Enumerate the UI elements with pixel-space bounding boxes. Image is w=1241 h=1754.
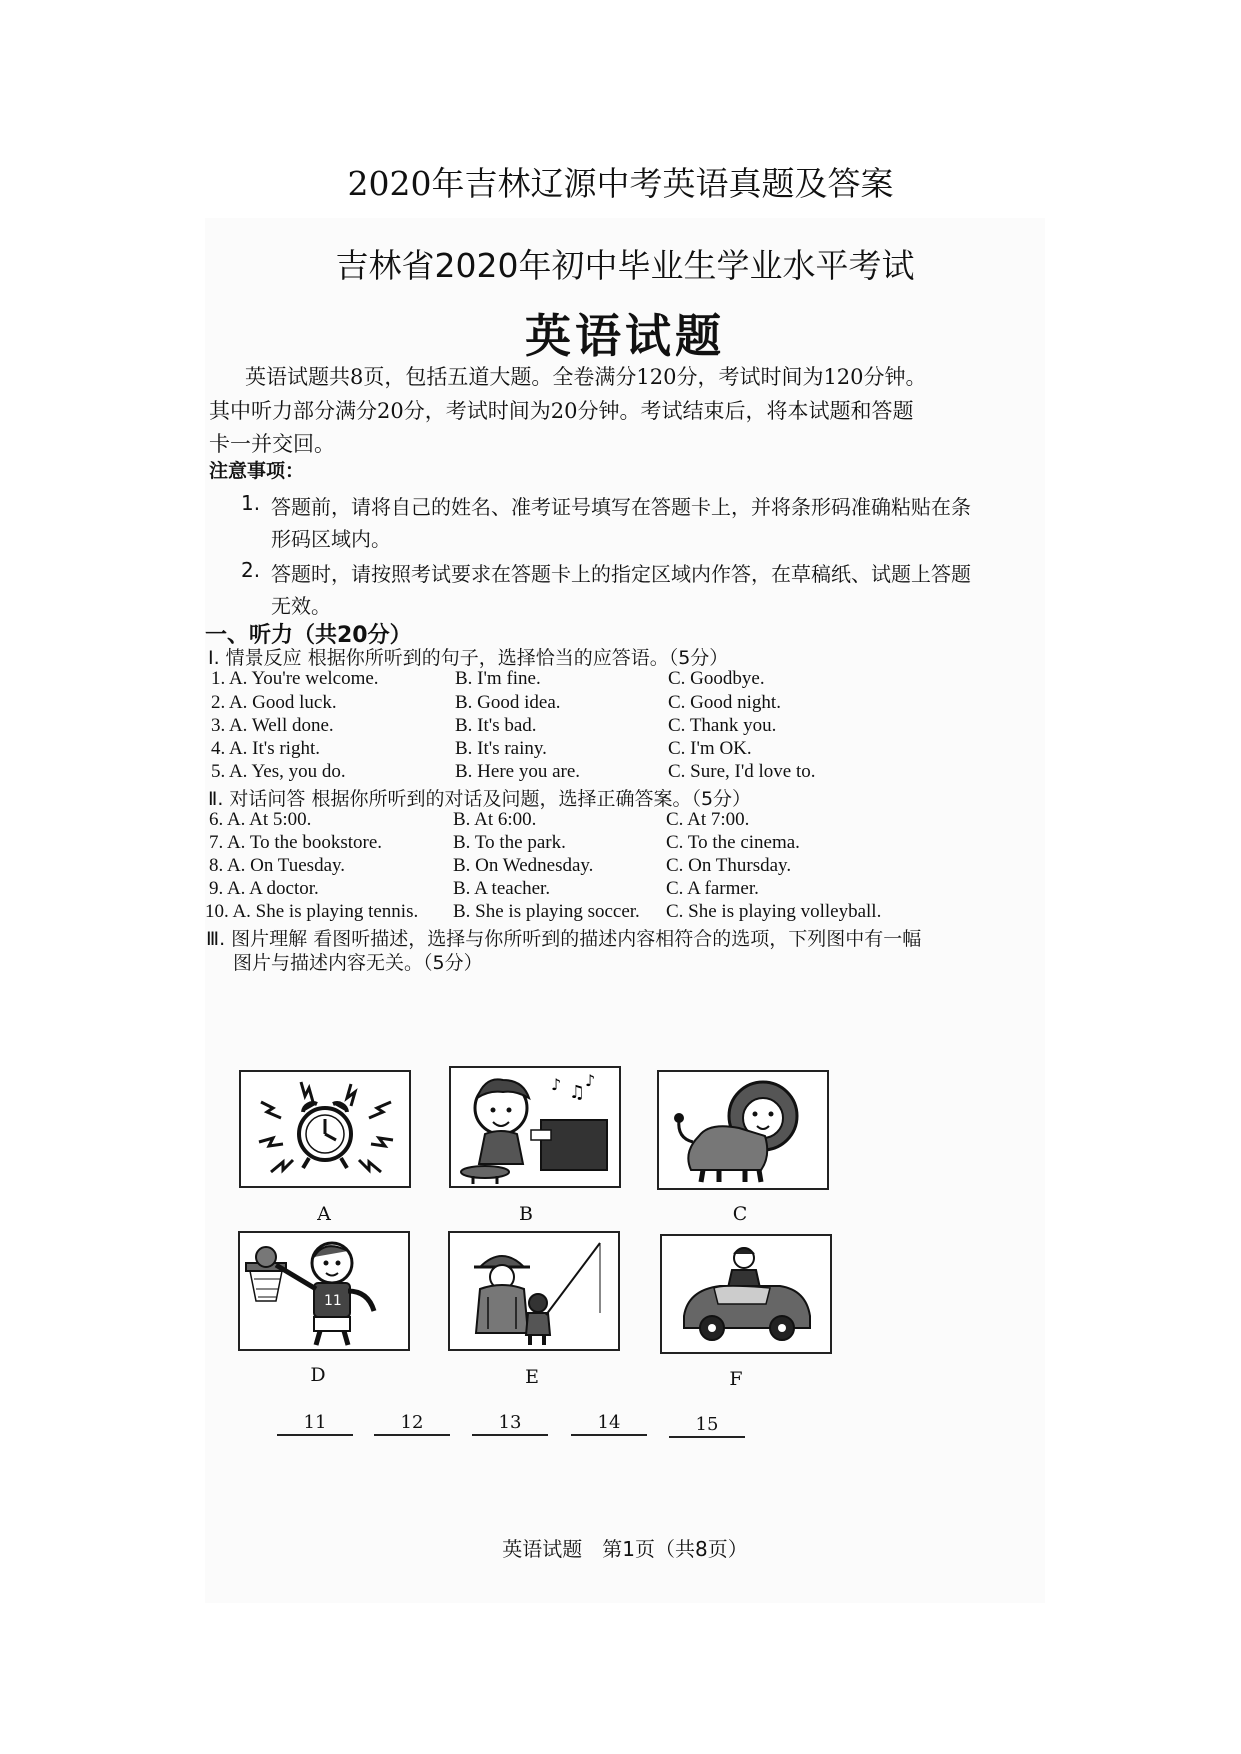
question-option: 1. A. You're welcome. bbox=[211, 668, 379, 689]
question-option: B. I'm fine. bbox=[455, 668, 541, 689]
note-text: 无效。 bbox=[271, 594, 331, 618]
note-text: 答题前，请将自己的姓名、准考证号填写在答题卡上，并将条形码准确粘贴在条 bbox=[271, 495, 971, 519]
question-option: B. It's rainy. bbox=[455, 738, 547, 759]
question-option: B. At 6:00. bbox=[453, 809, 537, 830]
question-option: 8. A. On Tuesday. bbox=[209, 855, 346, 876]
note-text: 形码区域内。 bbox=[271, 527, 391, 551]
question-option: 10. A. She is playing tennis. bbox=[205, 901, 419, 922]
picture-d bbox=[238, 1231, 410, 1351]
svg-text:11: 11 bbox=[324, 1293, 342, 1309]
question-option: 6. A. At 5:00. bbox=[209, 809, 312, 830]
note-number: 1. bbox=[241, 491, 261, 515]
part-heading: Ⅰ. 情景反应 根据你所听到的句子，选择恰当的应答语。（5分） bbox=[208, 647, 729, 669]
question-option: B. Here you are. bbox=[455, 761, 581, 782]
question-option: C. At 7:00. bbox=[666, 809, 750, 830]
intro-line: 英语试题共8页，包括五道大题。全卷满分120分，考试时间为120分钟。 bbox=[245, 365, 927, 389]
question-option: 4. A. It's right. bbox=[211, 738, 320, 759]
answer-blank: 11 bbox=[277, 1412, 353, 1436]
page-footer: 英语试题 第1页（共8页） bbox=[502, 1537, 748, 1561]
man-in-car-icon bbox=[662, 1236, 830, 1352]
section-heading: 一、听力（共20分） bbox=[205, 623, 412, 648]
question-option: B. A teacher. bbox=[453, 878, 551, 899]
question-option: 7. A. To the bookstore. bbox=[209, 832, 383, 853]
answer-blank: 13 bbox=[472, 1412, 548, 1436]
question-option: 2. A. Good luck. bbox=[211, 692, 337, 713]
answer-blank: 12 bbox=[374, 1412, 450, 1436]
note-text: 答题时，请按照考试要求在答题卡上的指定区域内作答，在草稿纸、试题上答题 bbox=[271, 562, 971, 586]
picture-e bbox=[448, 1231, 620, 1351]
alarm-clock-icon bbox=[241, 1072, 409, 1186]
basketball-player-icon bbox=[240, 1233, 408, 1349]
question-option: C. To the cinema. bbox=[666, 832, 800, 853]
picture-c bbox=[657, 1070, 829, 1190]
picture-b bbox=[449, 1066, 621, 1188]
question-option: C. A farmer. bbox=[666, 878, 759, 899]
intro-line: 卡一并交回。 bbox=[209, 432, 335, 456]
exam-title: 吉林省2020年初中毕业生学业水平考试 bbox=[335, 246, 915, 285]
svg-text:♪: ♪ bbox=[551, 1075, 562, 1094]
picture-label: D bbox=[310, 1364, 326, 1386]
piano-player-icon bbox=[451, 1068, 619, 1186]
picture-label: C bbox=[732, 1203, 748, 1225]
question-option: B. Good idea. bbox=[455, 692, 561, 713]
answer-blank: 14 bbox=[571, 1412, 647, 1436]
picture-label: E bbox=[525, 1366, 539, 1388]
question-option: C. Goodbye. bbox=[668, 668, 765, 689]
question-option: 3. A. Well done. bbox=[211, 715, 334, 736]
picture-f bbox=[660, 1234, 832, 1354]
svg-text:♫: ♫ bbox=[569, 1082, 586, 1103]
question-option: 9. A. A doctor. bbox=[209, 878, 319, 899]
intro-line: 其中听力部分满分20分，考试时间为20分钟。考试结束后，将本试题和答题 bbox=[209, 399, 914, 423]
question-option: B. To the park. bbox=[453, 832, 566, 853]
question-option: 5. A. Yes, you do. bbox=[211, 761, 346, 782]
answer-blank: 15 bbox=[669, 1414, 745, 1438]
picture-label: B bbox=[519, 1203, 533, 1225]
notes-heading: 注意事项： bbox=[209, 460, 305, 482]
question-option: C. On Thursday. bbox=[666, 855, 792, 876]
picture-a bbox=[239, 1070, 411, 1188]
picture-label: A bbox=[317, 1203, 331, 1225]
note-number: 2. bbox=[241, 558, 261, 582]
subject-title: 英语试题 bbox=[525, 309, 725, 363]
picture-label: F bbox=[729, 1368, 743, 1390]
question-option: C. Thank you. bbox=[668, 715, 777, 736]
question-option: C. I'm OK. bbox=[668, 738, 752, 759]
part-heading: Ⅱ. 对话问答 根据你所听到的对话及问题，选择正确答案。（5分） bbox=[208, 788, 752, 810]
document-title: 2020年吉林辽源中考英语真题及答案 bbox=[347, 164, 894, 203]
question-option: C. Sure, I'd love to. bbox=[668, 761, 816, 782]
svg-text:♪: ♪ bbox=[585, 1071, 596, 1090]
question-option: C. She is playing volleyball. bbox=[666, 901, 882, 922]
part-heading: Ⅲ. 图片理解 看图听描述，选择与你所听到的描述内容相符合的选项，下列图中有一幅 bbox=[206, 928, 922, 950]
scanned-exam-page bbox=[205, 218, 1045, 1603]
fishing-icon bbox=[450, 1233, 618, 1349]
question-option: B. She is playing soccer. bbox=[453, 901, 640, 922]
question-option: B. It's bad. bbox=[455, 715, 537, 736]
lion-icon bbox=[659, 1072, 827, 1188]
question-option: C. Good night. bbox=[668, 692, 781, 713]
part-heading: 图片与描述内容无关。（5分） bbox=[233, 952, 483, 974]
question-option: B. On Wednesday. bbox=[453, 855, 594, 876]
